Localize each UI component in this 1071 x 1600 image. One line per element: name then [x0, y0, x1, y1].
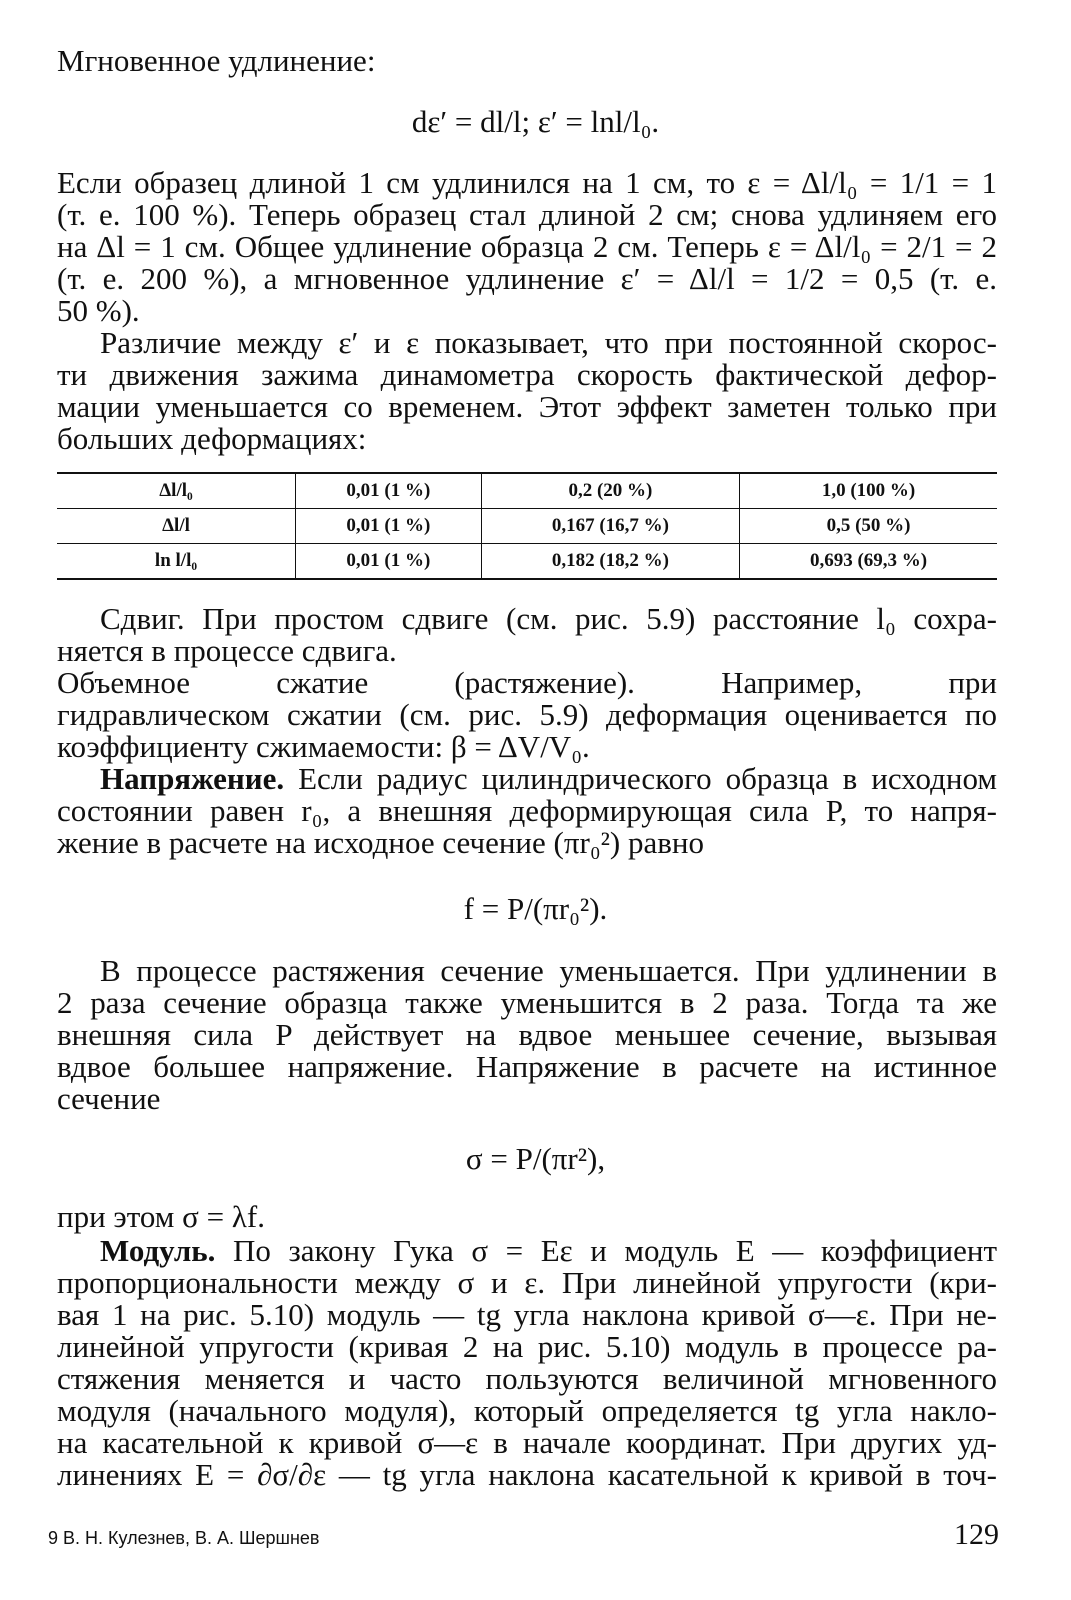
table-cell: 0,01 (1 %): [296, 473, 482, 509]
text-line: состоянии равен r₀, а внешняя деформирующая сила P, то напря-: [57, 794, 997, 828]
text-line: коэффициенту сжимаемости: β = ΔV/V₀.: [57, 729, 590, 764]
table-cell: 0,182 (18,2 %): [481, 544, 739, 580]
table-cell: 0,01 (1 %): [296, 509, 482, 544]
text-line: [100, 762, 997, 796]
text-line: гидравлическом сжатии (см. рис. 5.9) деформация оценивается по: [57, 698, 997, 732]
text-line: 50 %).: [57, 293, 140, 328]
text-line: Сдвиг. При простом сдвиге (см. рис. 5.9) расстояние l₀ сохра-: [100, 602, 997, 636]
page-number: 129: [954, 1518, 999, 1551]
text-line: модуля (начального модуля), который определяется tg угла накло-: [57, 1394, 997, 1428]
text-line: (т. е. 100 %). Теперь образец стал длиной 2 см; снова удлиняем его: [57, 198, 997, 232]
text-line: на Δl = 1 см. Общее удлинение образца 2 см. Теперь ε = Δl/l₀ = 2/1 = 2: [57, 230, 997, 264]
term-modulus: Модуль.: [100, 1234, 216, 1268]
table-row: [57, 544, 997, 580]
text-line: (т. е. 200 %), а мгновенное удлинение ε′ = Δl/l = 1/2 = 0,5 (т. е.: [57, 262, 997, 296]
text-line: пропорциональности между σ и ε. При линейной упругости (кри-: [57, 1266, 997, 1300]
deformation-table: [57, 472, 997, 580]
text-line: на касательной к кривой σ—ε в начале координат. При других уд-: [57, 1426, 997, 1460]
table-cell: Δl/l: [57, 509, 296, 544]
text-line: 2 раза сечение образца также уменьшится в 2 раза. Тогда та же: [57, 986, 997, 1020]
text-line: Если образец длиной 1 см удлинился на 1 см, то ε = Δl/l₀ = 1/1 = 1: [57, 166, 997, 200]
term-stress: Напряжение.: [100, 762, 285, 796]
table-cell: ln l/l₀: [57, 544, 296, 580]
text-line: ти движения зажима динамометра скорость фактической дефор-: [57, 358, 997, 392]
table-cell: Δl/l₀: [57, 473, 296, 509]
footer-authors: 9 В. Н. Кулезнев, В. А. Шершнев: [48, 1528, 320, 1548]
text-line: [100, 1234, 997, 1268]
formula-nominal-stress: f = P/(πr₀²).: [463, 891, 608, 926]
text-line: мации уменьшается со временем. Этот эффект заметен только при: [57, 390, 997, 424]
text-line: линейной упругости (кривая 2 на рис. 5.10) модуль в процессе ра-: [57, 1330, 997, 1364]
text-line: больших деформациях:: [57, 421, 367, 456]
table-cell: 0,693 (69,3 %): [740, 544, 997, 580]
text-line: при этом σ = λf.: [57, 1199, 265, 1234]
text-line: няется в процессе сдвига.: [57, 633, 397, 668]
table-cell: 0,2 (20 %): [481, 473, 739, 509]
text-line: сечение: [57, 1081, 161, 1116]
text-line: В процессе растяжения сечение уменьшается. При удлинении в: [100, 954, 997, 988]
text-span: Если радиус цилиндрического образца в исходном: [284, 762, 997, 796]
text-line: вдвое большее напряжение. Напряжение в расчете на истинное: [57, 1050, 997, 1084]
text-line: Мгновенное удлинение:: [57, 43, 376, 78]
text-line: стяжения меняется и часто пользуются величиной мгновенного: [57, 1362, 997, 1396]
text-line: внешняя сила P действует на вдвое меньшее сечение, вызывая: [57, 1018, 997, 1052]
text-span: По закону Гука σ = Eε и модуль E — коэффициент: [215, 1234, 997, 1268]
text-line: Различие между ε′ и ε показывает, что при постоянной скорос-: [100, 326, 997, 360]
table-cell: 0,167 (16,7 %): [481, 509, 739, 544]
text-line: Объемное сжатие (растяжение). Например, при: [57, 666, 997, 700]
text-line: вая 1 на рис. 5.10) модуль — tg угла наклона кривой σ—ε. При не-: [57, 1298, 997, 1332]
table-cell: 0,01 (1 %): [296, 544, 482, 580]
table-cell: 1,0 (100 %): [740, 473, 997, 509]
text-line: линениях E = ∂σ/∂ε — tg угла наклона касательной к кривой в точ-: [57, 1458, 997, 1492]
text-line: жение в расчете на исходное сечение (πr₀²) равно: [57, 825, 704, 860]
formula-true-stress: σ = P/(πr²),: [465, 1141, 606, 1176]
table-row: [57, 473, 997, 509]
table-cell: 0,5 (50 %): [740, 509, 997, 544]
table-row: [57, 509, 997, 544]
formula-instant-elongation: dε′ = dl/l; ε′ = lnl/l₀.: [411, 104, 660, 139]
